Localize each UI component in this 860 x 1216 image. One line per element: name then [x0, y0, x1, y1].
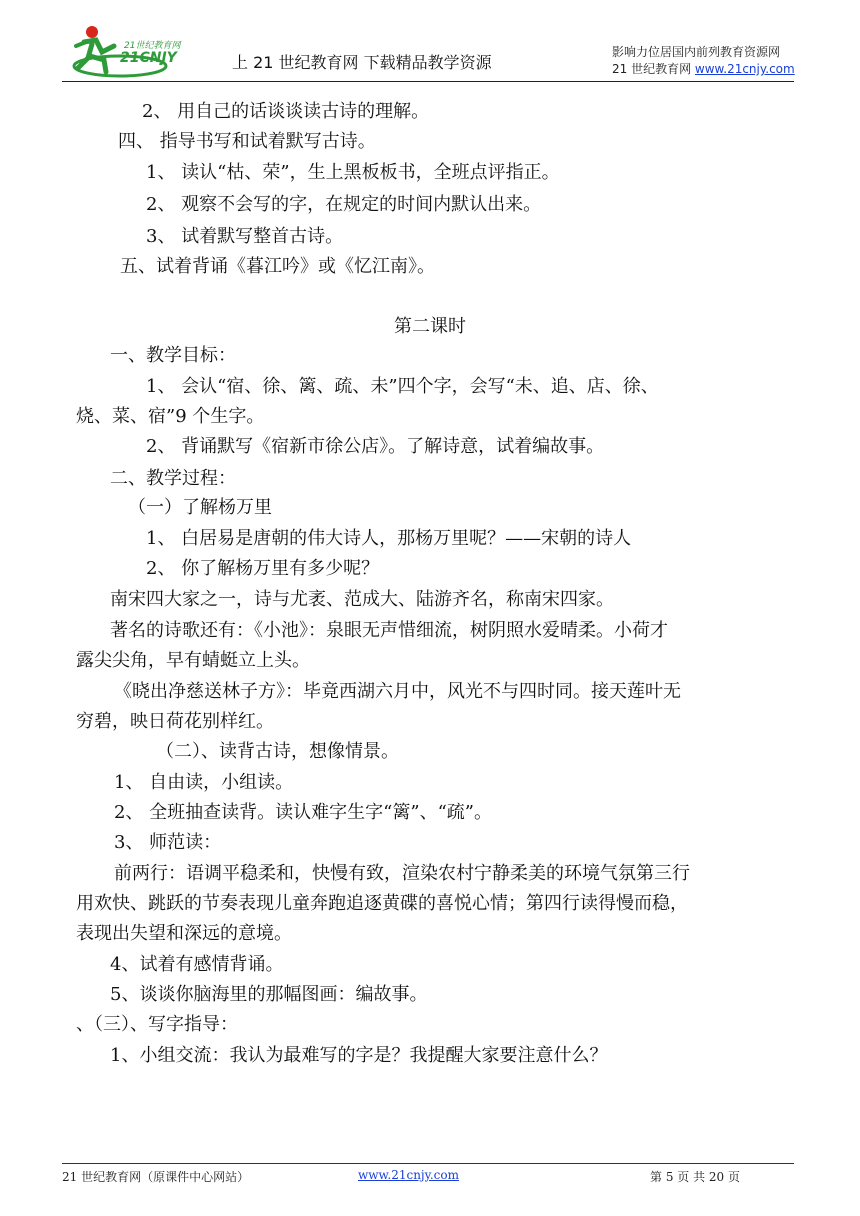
page-header	[0, 0, 860, 90]
text-line: 2、 你了解杨万里有多少呢？	[146, 558, 380, 579]
text-line: 1、 自由读，小组读。	[114, 772, 294, 793]
text-line: 2、 观察不会写的字，在规定的时间内默认出来。	[146, 194, 542, 215]
text-line: 著名的诗歌还有：《小池》：泉眼无声惜细流，树阴照水爱晴柔。小荷才	[110, 620, 668, 641]
text-line: 露尖尖角，早有蜻蜓立上头。	[76, 650, 310, 671]
text-line: 2、 全班抽查读背。读认难字生字“篱”、“疏”。	[114, 802, 492, 823]
header-title: 上 21 世纪教育网 下载精品教学资源	[232, 53, 492, 72]
text-line: 《晓出净慈送林子方》：毕竟西湖六月中，风光不与四时同。接天莲叶无	[114, 681, 681, 702]
footer-source: 21 世纪教育网（原课件中心网站）	[62, 1170, 250, 1184]
text-line: 1、小组交流：我认为最难写的字是？我提醒大家要注意什么？	[110, 1045, 608, 1066]
text-line: 3、 师范读：	[114, 832, 222, 853]
header-right-block	[612, 44, 795, 78]
footer-link-wrap	[358, 1168, 459, 1182]
logo-text-top: 21世纪教育网	[124, 41, 181, 51]
text-line: 穷碧，映日荷花别样红。	[76, 711, 274, 732]
text-line: 5、谈谈你脑海里的那幅图画：编故事。	[110, 984, 428, 1005]
text-line: 五、试着背诵《暮江吟》或《忆江南》。	[120, 256, 435, 277]
text-line: 2、 背诵默写《宿新市徐公店》。了解诗意，试着编故事。	[146, 436, 605, 457]
text-line: 4、试着有感情背诵。	[110, 954, 284, 975]
text-line: 、（三）、写字指导：	[76, 1014, 238, 1035]
text-line: 2、 用自己的话谈谈读古诗的理解。	[142, 101, 430, 122]
text-line: 表现出失望和深远的意境。	[76, 923, 292, 944]
text-line: 烧、菜、宿”9 个生字。	[76, 406, 265, 427]
text-line: 1、 读认“枯、荣”，生上黑板板书，全班点评指正。	[146, 162, 560, 183]
text-line: （一）了解杨万里	[128, 497, 272, 518]
footer-site-link[interactable]: www.21cnjy.com	[358, 1168, 459, 1182]
text-line: （二）、读背古诗，想像情景。	[156, 741, 399, 762]
text-line: 1、 白居易是唐朝的伟大诗人，那杨万里呢？——宋朝的诗人	[146, 528, 632, 549]
header-divider	[62, 81, 794, 82]
text-line: 二、教学过程：	[110, 468, 236, 489]
footer-divider	[62, 1163, 794, 1164]
logo-text-bottom: 21CNJY	[120, 50, 177, 66]
text-line: 3、 试着默写整首古诗。	[146, 226, 344, 247]
text-line: 用欢快、跳跃的节奏表现儿童奔跑追逐黄碟的喜悦心情；第四行读得慢而稳，	[76, 893, 688, 914]
site-logo-icon	[62, 20, 192, 80]
text-line: 南宋四大家之一，诗与尤袤、范成大、陆游齐名，称南宋四家。	[110, 589, 614, 610]
text-line: 四、 指导书写和试着默写古诗。	[118, 131, 376, 152]
text-line: 前两行：语调平稳柔和，快慢有致，渲染农村宁静柔美的环境气氛第三行	[114, 863, 690, 884]
header-site-line	[612, 61, 795, 78]
header-site-link[interactable]: www.21cnjy.com	[694, 62, 795, 76]
page-number: 第 5 页 共 20 页	[650, 1170, 740, 1184]
text-line: 一、教学目标：	[110, 345, 236, 366]
text-line: 1、 会认“宿、徐、篱、疏、未”四个字，会写“未、追、店、徐、	[146, 376, 659, 397]
section-title: 第二课时	[394, 316, 466, 337]
header-slogan: 影响力位居国内前列教育资源网	[612, 45, 781, 59]
header-site-prefix: 21 世纪教育网	[612, 62, 695, 76]
